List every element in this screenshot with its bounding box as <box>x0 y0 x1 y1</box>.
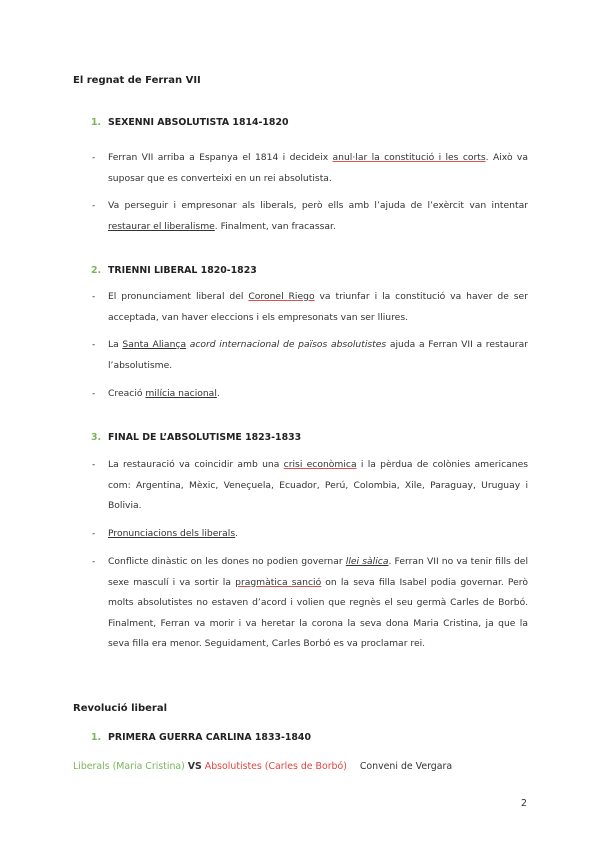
list-item: - Ferran VII arriba a Espanya el 1814 i decideix anul·lar la constitució i les corts. Això va suposar que es converteixi en un rei absolutista. <box>92 152 528 184</box>
liberals-label: Liberals (Maria Cristina) <box>73 761 185 772</box>
section-heading-1: 1. SEXENNI ABSOLUTISTA 1814-1820 <box>91 117 289 128</box>
section-title-revolucio: Revolució liberal <box>73 703 168 714</box>
section-heading-4: 1. PRIMERA GUERRA CARLINA 1833-1840 <box>91 732 311 743</box>
conveni-label: Conveni de Vergara <box>359 761 453 772</box>
page-title: El regnat de Ferran VII <box>73 75 201 86</box>
list-item: - Conflicte dinàstic on les dones no podien governar llei sàlica. Ferran VII no va tenir fills del sexe masculí i va sortir la pragmàtica sanció on la seva filla Isabel podia governar. Però molts absolutistes no estaven d’acord i volien que regnès el seu germà Carles de Borbó. Finalment, Ferran va morir i va heretar la corona la seva dona Maria Cristina, ja que la seva filla era menor. Seguidament, Carles Borbó es va proclamar rei. <box>92 556 529 649</box>
absolutistes-label: Absolutistes (Carles de Borbó) <box>204 761 347 772</box>
section-heading-3: 3. FINAL DE L’ABSOLUTISME 1823-1833 <box>91 432 302 443</box>
vs-label: VS <box>187 761 202 772</box>
list-item: - Va perseguir i empresonar als liberals, però ells amb l’ajuda de l’exèrcit van intentar restaurar el liberalisme. Finalment, van fracassar. <box>92 200 528 232</box>
list-item: - Pronunciacions dels liberals. <box>92 528 239 539</box>
section-heading-2: 2. TRIENNI LIBERAL 1820-1823 <box>91 265 257 276</box>
list-item: - El pronunciament liberal del Coronel Riego va triunfar i la constitució va haver de ser acceptada, van haver eleccions i els empresonats van ser lliures. <box>92 291 528 323</box>
list-item: - La restauració va coincidir amb una crisi econòmica i la pèrdua de colònies americanes com: Argentina, Mèxic, Veneçuela, Ecuador, Perú, Colombia, Xile, Paraguay, Uruguay i Bolivia. <box>92 459 529 511</box>
page-number: 2 <box>521 798 527 809</box>
list-item: - La Santa Aliança acord internacional de països absolutistes ajuda a Ferran VII a restaurar l’absolutisme. <box>92 339 528 371</box>
vs-line <box>73 761 452 772</box>
list-item: - Creació milícia nacional. <box>92 388 220 399</box>
